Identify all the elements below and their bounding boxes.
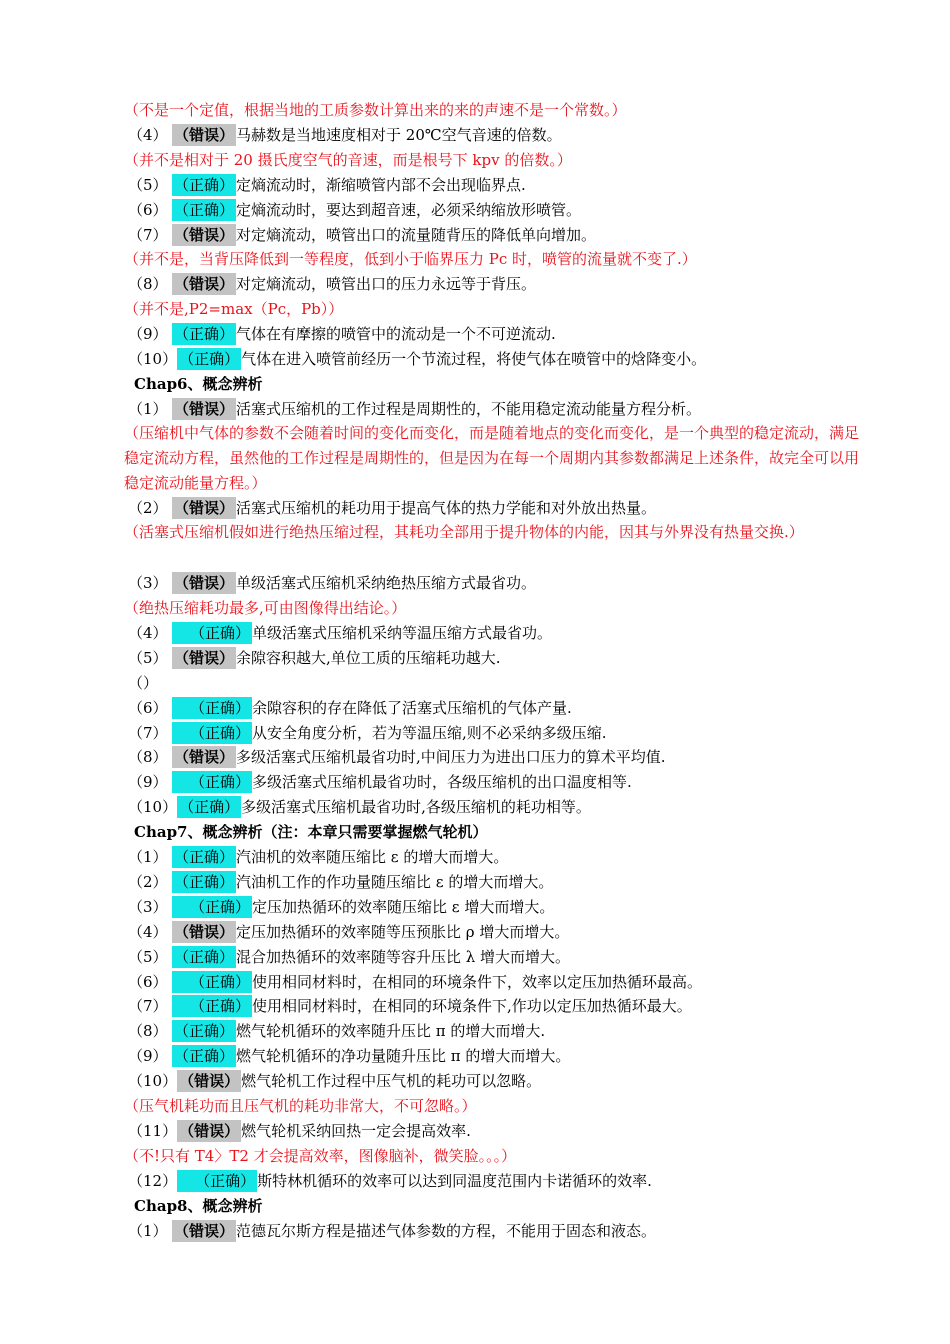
question-number: （10） — [128, 798, 178, 816]
explanation-line: （不!只有 T4〉T2 才会提高效率，图像脑补，微笑脸。。。） — [124, 1147, 517, 1165]
explanation-paragraph: （活塞式压缩机假如进行绝热压缩过程，其耗功全部用于提升物体的内能，因其与外界没有热量交换.） — [124, 523, 804, 541]
explanation-line: （并不是相对于 20 摄氏度空气的音速，而是根号下 kpv 的倍数。） — [124, 151, 572, 169]
wrong-tag: （错误） — [174, 1222, 235, 1240]
question-number: （3） — [128, 898, 168, 916]
explanation-paragraph: （压缩机中气体的参数不会随着时间的变化而变化，而是随着地点的变化而变化，是一个典型的稳定流动，满足稳定流动方程，虽然他的工作过程是周期性的，但是因为在每一个周期内其参数都满足上述条件，故完全可以用稳定流动能量方程。） — [124, 424, 860, 492]
chapter-heading: Chap6、概念辨析 — [134, 375, 263, 393]
question-text: 斯特林机循环的效率可以达到同温度范围内卡诺循环的效率. — [257, 1172, 652, 1190]
wrong-tag: （错误） — [179, 1122, 240, 1140]
question-text: 多级活塞式压缩机最省功时,各级压缩机的耗功相等。 — [241, 798, 591, 816]
question-number: （6） — [128, 699, 168, 717]
question-number: （10） — [128, 350, 178, 368]
question-text: 气体在进入喷管前经历一个节流过程，将使气体在喷管中的焓降变小。 — [241, 350, 707, 368]
wrong-tag: （错误） — [174, 275, 235, 293]
question-line — [0, 871, 950, 893]
question-number: （5） — [128, 649, 168, 667]
correct-tag: （正确） — [172, 971, 252, 993]
question-line — [0, 1020, 950, 1042]
wrong-tag: （错误） — [174, 126, 235, 144]
question-line — [0, 921, 950, 943]
correct-tag: （正确） — [172, 722, 252, 744]
question-number: （5） — [128, 948, 168, 966]
question-number: （1） — [128, 400, 168, 418]
question-line — [0, 174, 950, 196]
correct-tag: （正确） — [174, 873, 235, 891]
question-line — [0, 1070, 950, 1092]
question-line — [0, 771, 950, 793]
question-line — [0, 846, 950, 868]
correct-tag: （正确） — [179, 350, 240, 368]
question-number: （8） — [128, 1022, 168, 1040]
question-line — [0, 323, 950, 345]
correct-tag: （正确） — [172, 771, 252, 793]
question-line — [0, 672, 950, 694]
question-line — [0, 124, 950, 146]
question-text: 燃气轮机循环的效率随升压比 π 的增大而增大. — [236, 1022, 546, 1040]
question-line — [0, 746, 950, 768]
question-number: （2） — [128, 499, 168, 517]
question-text: 活塞式压缩机的工作过程是周期性的，不能用稳定流动能量方程分析。 — [236, 400, 702, 418]
correct-tag: （正确） — [174, 176, 235, 194]
wrong-tag: （错误） — [174, 499, 235, 517]
question-text: 燃气轮机循环的净功量随升压比 π 的增大而增大。 — [236, 1047, 571, 1065]
correct-tag: （正确） — [174, 325, 235, 343]
question-text: 余隙容积的存在降低了活塞式压缩机的气体产量. — [252, 699, 572, 717]
question-line — [0, 572, 950, 594]
explanation-line: （并不是,P2=max（Pc，Pb）） — [124, 300, 344, 318]
question-text: 使用相同材料时，在相同的环境条件下，效率以定压加热循环最高。 — [252, 973, 703, 991]
question-number: （8） — [128, 275, 168, 293]
correct-tag: （正确） — [172, 896, 252, 918]
question-number: （4） — [128, 126, 168, 144]
question-line — [0, 722, 950, 744]
question-text: 余隙容积越大,单位工质的压缩耗功越大. — [236, 649, 501, 667]
question-text: 单级活塞式压缩机采纳绝热压缩方式最省功。 — [236, 574, 537, 592]
question-text: 多级活塞式压缩机最省功时，各级压缩机的出口温度相等. — [252, 773, 632, 791]
question-text: 汽油机工作的作功量随压缩比 ε 的增大而增大。 — [236, 873, 554, 891]
question-line — [0, 273, 950, 295]
wrong-tag: （错误） — [174, 923, 235, 941]
explanation-line: （绝热压缩耗功最多,可由图像得出结论。） — [124, 599, 407, 617]
correct-tag: （正确） — [174, 848, 235, 866]
correct-tag: （正确） — [172, 697, 252, 719]
question-number: （11） — [128, 1122, 178, 1140]
question-line — [0, 199, 950, 221]
question-line — [0, 1120, 950, 1142]
wrong-tag: （错误） — [174, 574, 235, 592]
question-line — [0, 647, 950, 669]
wrong-tag: （错误） — [174, 748, 235, 766]
question-number: （7） — [128, 724, 168, 742]
question-text: 燃气轮机工作过程中压气机的耗功可以忽略。 — [241, 1072, 542, 1090]
question-line — [0, 796, 950, 818]
question-number: （4） — [128, 923, 168, 941]
explanation-line: （并不是，当背压降低到一等程度，低到小于临界压力 Pc 时，喷管的流量就不变了.） — [124, 250, 697, 268]
question-text: 气体在有摩擦的喷管中的流动是一个不可逆流动. — [236, 325, 556, 343]
question-text: 使用相同材料时，在相同的环境条件下,作功以定压加热循环最大。 — [252, 997, 692, 1015]
question-line — [0, 1220, 950, 1242]
question-number: （8） — [128, 748, 168, 766]
chapter-heading: Chap7、概念辨析（注：本章只需要掌握燃气轮机） — [134, 823, 488, 841]
question-text: 对定熵流动，喷管出口的流量随背压的降低单向增加。 — [236, 226, 597, 244]
question-text: 定熵流动时，要达到超音速，必须采纳缩放形喷管。 — [236, 201, 582, 219]
question-line — [0, 697, 950, 719]
question-number: （4） — [128, 624, 168, 642]
question-line — [0, 971, 950, 993]
question-number: （9） — [128, 325, 168, 343]
question-text: 范德瓦尔斯方程是描述气体参数的方程，不能用于固态和液态。 — [236, 1222, 657, 1240]
question-line — [0, 224, 950, 246]
question-number: （5） — [128, 176, 168, 194]
question-number: （9） — [128, 773, 168, 791]
correct-tag: （正确） — [172, 622, 252, 644]
correct-tag: （正确） — [174, 1047, 235, 1065]
question-line — [0, 1045, 950, 1067]
question-number: （10） — [128, 1072, 178, 1090]
question-line — [0, 348, 950, 370]
question-line — [0, 946, 950, 968]
question-number: （9） — [128, 1047, 168, 1065]
question-text: 单级活塞式压缩机采纳等温压缩方式最省功。 — [252, 624, 553, 642]
question-text: 汽油机的效率随压缩比 ε 的增大而增大。 — [236, 848, 509, 866]
question-line — [0, 497, 950, 519]
chapter-heading: Chap8、概念辨析 — [134, 1197, 263, 1215]
question-text: 定压加热循环的效率随等压预胀比 ρ 增大而增大。 — [236, 923, 570, 941]
question-text: 定熵流动时，渐缩喷管内部不会出现临界点. — [236, 176, 526, 194]
question-number: （3） — [128, 574, 168, 592]
question-line — [0, 1170, 950, 1192]
question-text: 混合加热循环的效率随等容升压比 λ 增大而增大。 — [236, 948, 571, 966]
correct-tag: （正确） — [174, 948, 235, 966]
question-number: （） — [128, 674, 159, 692]
wrong-tag: （错误） — [174, 649, 235, 667]
correct-tag: （正确） — [174, 201, 235, 219]
wrong-tag: （错误） — [174, 226, 235, 244]
correct-tag: （正确） — [177, 1170, 257, 1192]
question-text: 活塞式压缩机的耗功用于提高气体的热力学能和对外放出热量。 — [236, 499, 657, 517]
explanation-line: （压气机耗功而且压气机的耗功非常大，不可忽略。） — [124, 1097, 477, 1115]
wrong-tag: （错误） — [174, 400, 235, 418]
question-number: （7） — [128, 997, 168, 1015]
correct-tag: （正确） — [174, 1022, 235, 1040]
question-text: 马赫数是当地速度相对于 20℃空气音速的倍数。 — [236, 126, 562, 144]
question-number: （7） — [128, 226, 168, 244]
question-number: （2） — [128, 873, 168, 891]
question-text: 多级活塞式压缩机最省功时,中间压力为进出口压力的算术平均值. — [236, 748, 666, 766]
question-text: 从安全角度分析，若为等温压缩,则不必采纳多级压缩. — [252, 724, 607, 742]
question-number: （1） — [128, 848, 168, 866]
explanation-line: （不是一个定值，根据当地的工质参数计算出来的来的声速不是一个常数。） — [124, 101, 627, 119]
question-text: 对定熵流动，喷管出口的压力永远等于背压。 — [236, 275, 537, 293]
correct-tag: （正确） — [172, 995, 252, 1017]
wrong-tag: （错误） — [179, 1072, 240, 1090]
question-text: 定压加热循环的效率随压缩比 ε 增大而增大。 — [252, 898, 555, 916]
question-number: （12） — [128, 1172, 178, 1190]
question-line — [0, 896, 950, 918]
question-line — [0, 622, 950, 644]
question-text: 燃气轮机采纳回热一定会提高效率. — [241, 1122, 471, 1140]
question-line — [0, 398, 950, 420]
question-number: （1） — [128, 1222, 168, 1240]
correct-tag: （正确） — [179, 798, 240, 816]
question-line — [0, 995, 950, 1017]
question-number: （6） — [128, 973, 168, 991]
question-number: （6） — [128, 201, 168, 219]
